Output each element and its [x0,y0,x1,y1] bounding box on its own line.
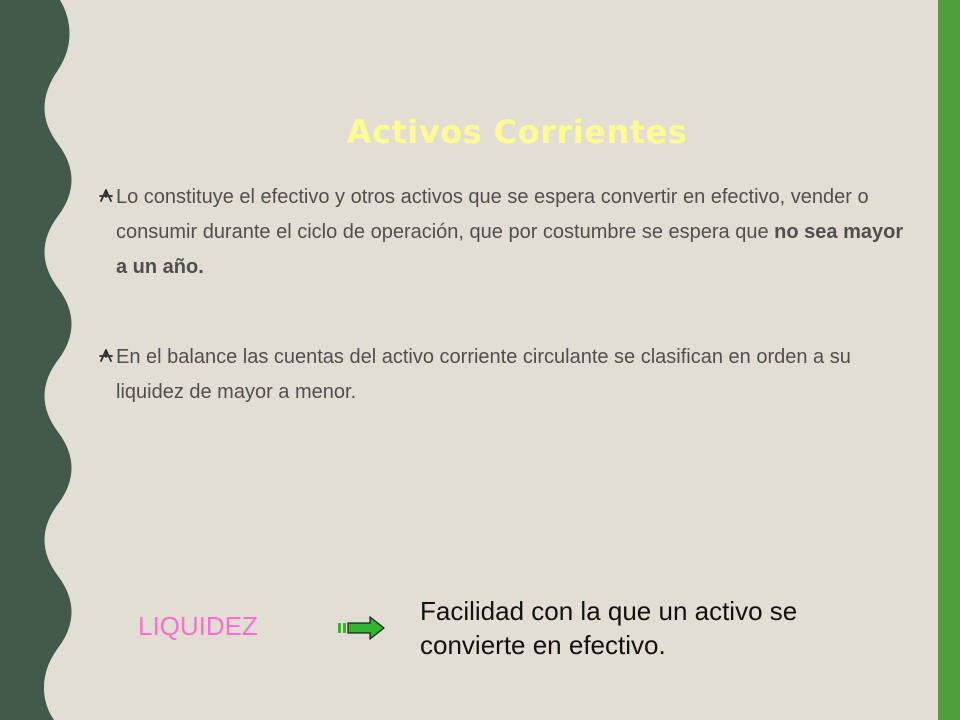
slide-title: Activos Corrientes [346,113,688,151]
star-bullet-icon [97,187,115,205]
bullet-item-current-assets [97,180,917,285]
right-arrow-icon [336,614,386,642]
bullet-item-balance-order [97,340,917,410]
bullet-emphasis-text: no sea mayor a un año. [116,221,904,278]
arrow-tail-stripe-2 [343,623,346,633]
star-bullet-shape [100,190,112,201]
arrow-body [348,617,384,639]
term-definition: Facilidad con la que un activo se convierte en efectivo. [420,596,798,660]
term-label: LIQUIDEZ [138,611,258,641]
bullet-text [97,180,917,285]
right-accent-bar [938,0,960,720]
left-wave-decoration [0,0,80,720]
star-bullet-icon [97,347,115,365]
left-wave-shape [0,0,72,720]
bullet-main-text: Lo constituye el efectivo y otros activos que se espera convertir en efectivo, vender o consumir durante el ciclo de operación, que por costumbre se espera que [116,186,869,243]
bullet-text: En el balance las cuentas del activo corriente circulante se clasifican en orden a su liquidez de mayor a menor. [116,346,851,403]
arrow-tail-stripe-1 [338,623,341,633]
star-bullet-shape [100,350,112,361]
